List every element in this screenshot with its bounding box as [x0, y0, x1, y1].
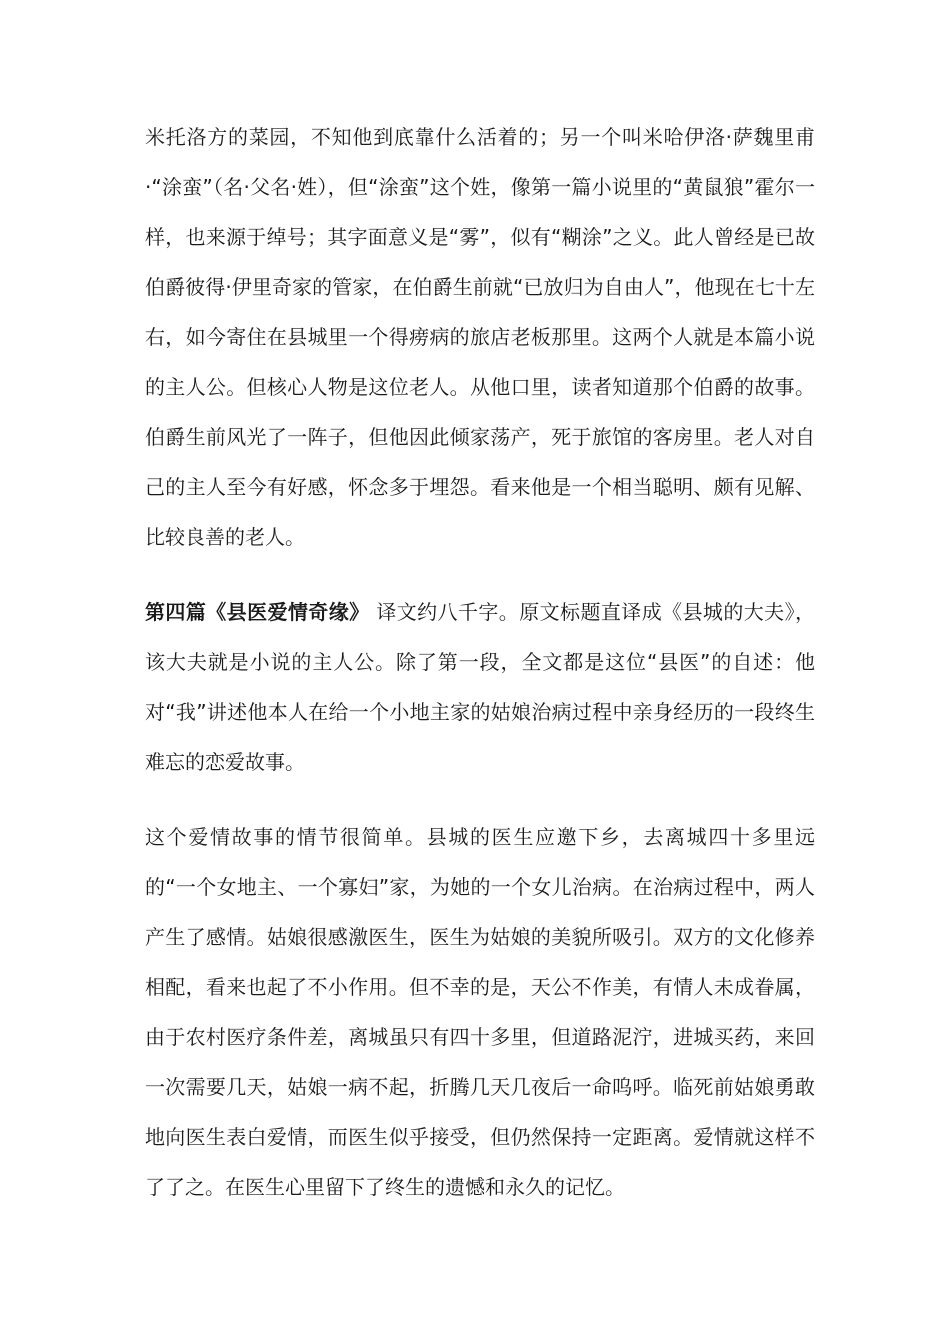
paragraph-3-text: 这个爱情故事的情节很简单。县城的医生应邀下乡，去离城四十多里远的“一个女地主、一个寡妇”家，为她的一个女儿治病。在治病过程中，两人产生了感情。姑娘很感激医生，医生为姑娘的美貌所吸引。双方的文化修养相配，看来也起了不小作用。但不幸的是，天公不作美，有情人未成眷属，由于农村医疗条件差，离城虽只有四十多里，但道路泥泞，进城买药，来回一次需要几天，姑娘一病不起，折腾几天几夜后一命呜呼。临死前姑娘勇敢地向医生表白爱情，而医生似乎接受，但仍然保持一定距离。爱情就这样不了了之。在医生心里留下了终生的遗憾和永久的记忆。 [145, 825, 815, 1199]
section-heading: 第四篇《县医爱情奇缘》 [145, 600, 370, 624]
paragraph-2 [145, 587, 815, 787]
paragraph-1 [145, 112, 815, 562]
paragraph-1-text: 米托洛方的菜园，不知他到底靠什么活着的；另一个叫米哈伊洛·萨魏里甫·“涂蛮”（名·父名·姓），但“涂蛮”这个姓，像第一篇小说里的“黄鼠狼”霍尔一样，也来源于绰号；其字面意义是“雾”，似有“糊涂”之义。此人曾经是已故伯爵彼得·伊里奇家的管家，在伯爵生前就“已放归为自由人”，他现在七十左右，如今寄住在县城里一个得痨病的旅店老板那里。这两个人就是本篇小说的主人公。但核心人物是这位老人。从他口里，读者知道那个伯爵的故事。伯爵生前风光了一阵子，但他因此倾家荡产，死于旅馆的客房里。老人对自己的主人至今有好感，怀念多于埋怨。看来他是一个相当聪明、颇有见解、比较良善的老人。 [145, 125, 815, 549]
paragraph-3 [145, 812, 815, 1212]
paragraph-2-text: 译文约八千字。原文标题直译成《县城的大夫》，该大夫就是小说的主人公。除了第一段，全文都是这位“县医”的自述：他对“我”讲述他本人在给一个小地主家的姑娘治病过程中亲身经历的一段终生难忘的恋爱故事。 [145, 600, 815, 774]
